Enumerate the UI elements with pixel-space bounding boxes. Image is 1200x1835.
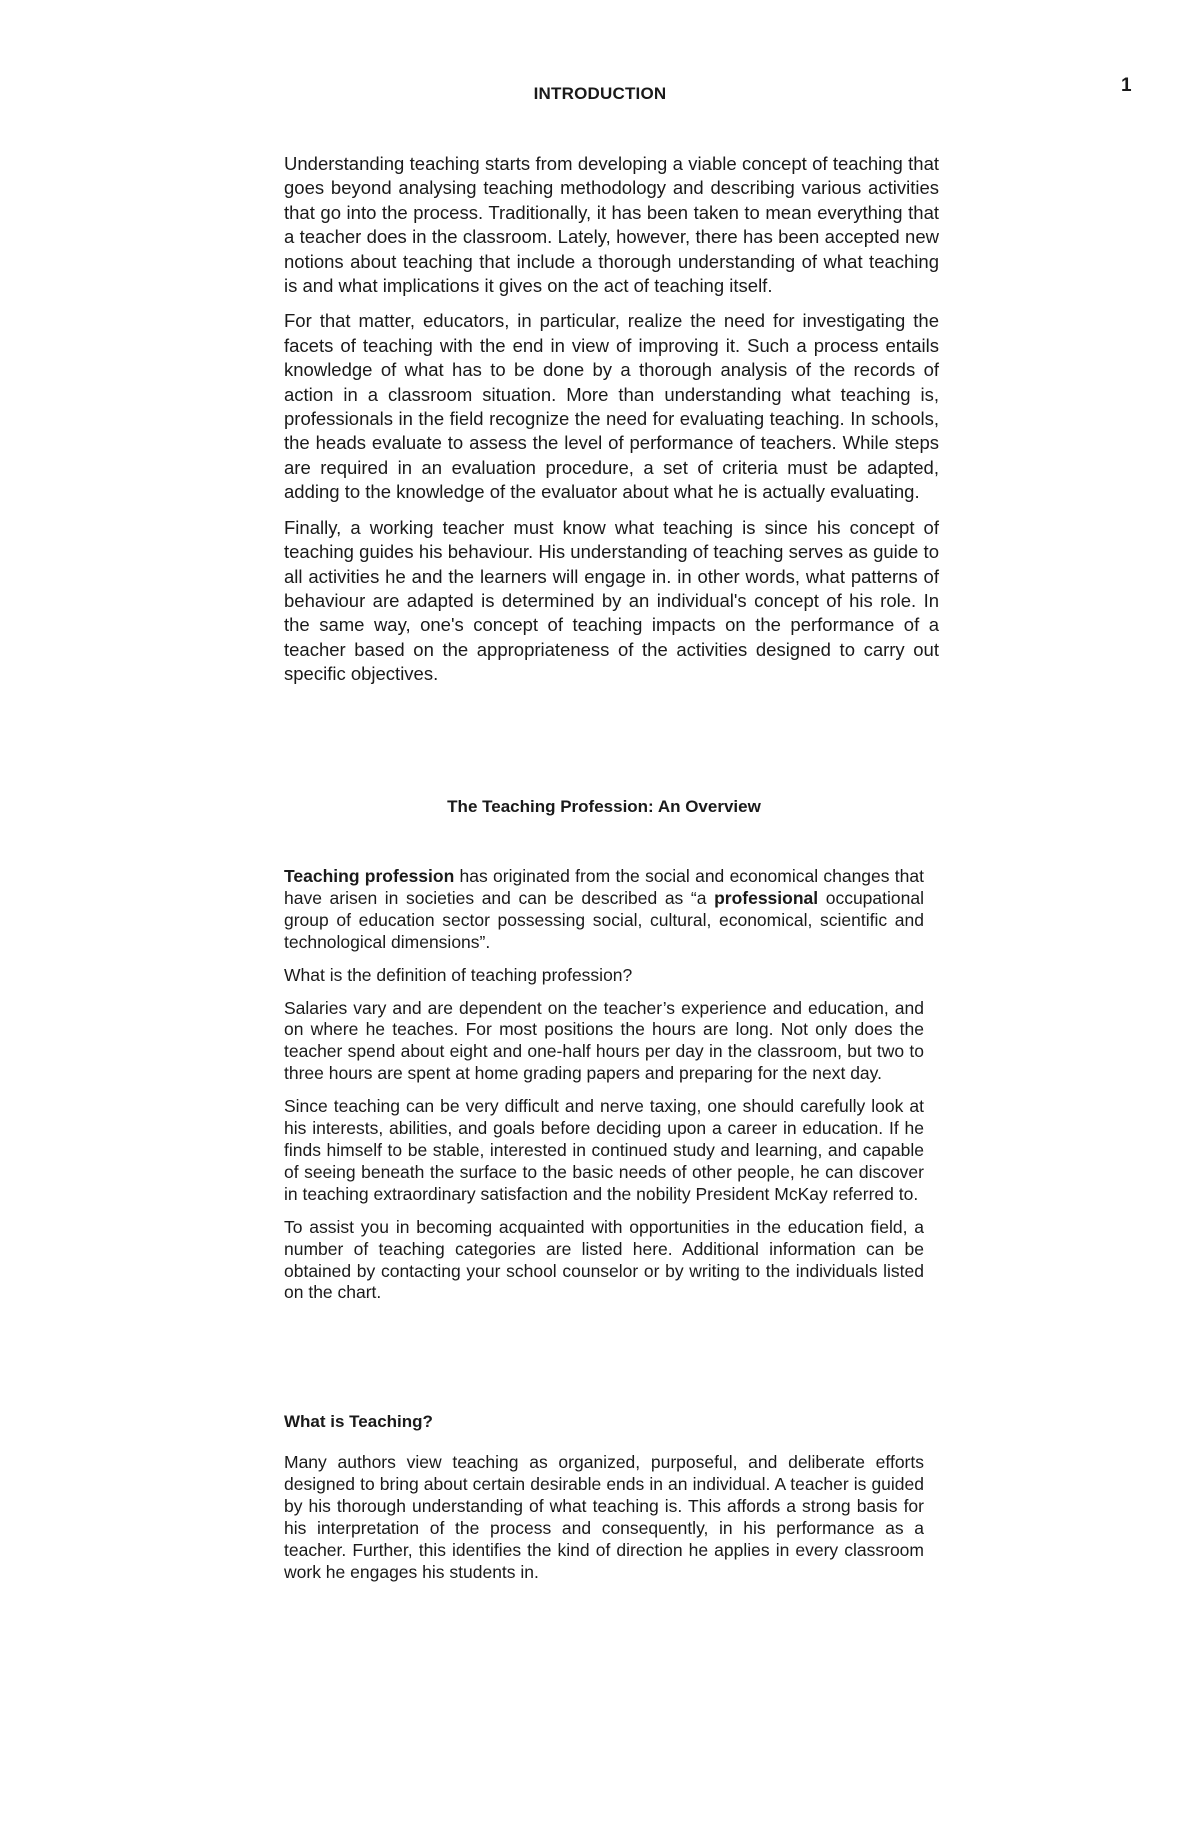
opportunities-paragraph: To assist you in becoming acquainted with opportunities in the education field, a number of teaching categories are listed here. Additional information can be obtained by contacting your school counselor or by writing to the individuals listed on the chart.: [284, 1216, 924, 1303]
definition-text-2: occupational group of education sector possessing social, cultural, economical, scientific and technological dimensions”.: [284, 887, 924, 952]
career-paragraph: Since teaching can be very difficult and nerve taxing, one should carefully look at his interests, abilities, and goals before deciding upon a career in education. If he finds himself to be stable, interested in continued study and learning, and capable of seeing beneath the surface to the basic needs of other people, he can discover in teaching extraordinary satisfaction and the nobility President McKay referred to.: [284, 1096, 924, 1204]
page-number: 1: [1121, 75, 1132, 96]
intro-paragraph-3: Finally, a working teacher must know what teaching is since his concept of teaching guides his behaviour. His understanding of teaching serves as guide to all activities he and the learners will engage in. in other words, what patterns of behaviour are adapted is determined by an individual's concept of his role. In the same way, one's concept of teaching impacts on the performance of a teacher based on the appropriateness of the activities designed to carry out specific objectives.: [284, 516, 939, 685]
introduction-heading: INTRODUCTION: [533, 84, 667, 103]
what-is-teaching-body: [284, 1452, 924, 1583]
definition-bold-word: professional: [714, 887, 819, 908]
intro-paragraph-2: For that matter, educators, in particular, realize the need for investigating the facets of teaching with the end in view of improving it. Such a process entails knowledge of what has to be done by a thorough analysis of the records of action in a classroom situation. More than understanding what teaching is, professionals in the field recognize the need for evaluating teaching. In schools, the heads evaluate to assess the level of performance of teachers. While steps are required in an evaluation procedure, a set of criteria must be adapted, adding to the knowledge of the evaluator about what he is actually evaluating.: [284, 310, 939, 503]
definition-paragraph: [284, 866, 924, 954]
definition-question: What is the definition of teaching profession?: [284, 964, 633, 985]
definition-text-1: has originated from the social and economical changes that have arisen in societies and can be described as “a: [284, 866, 924, 908]
what-is-teaching-heading: What is Teaching?: [284, 1412, 433, 1431]
teaching-profession-heading: The Teaching Profession: An Overview: [447, 797, 761, 816]
definition-term: Teaching profession: [284, 866, 455, 886]
introduction-body: [284, 152, 939, 687]
teaching-profession-body: [284, 866, 924, 1304]
intro-paragraph-1: Understanding teaching starts from developing a viable concept of teaching that goes beyond analysing teaching methodology and describing various activities that go into the process. Traditionally, it has been taken to mean everything that a teacher does in the classroom. Lately, however, there has been accepted new notions about teaching that include a thorough understanding of what teaching is and what implications it gives on the act of teaching itself.: [284, 153, 939, 297]
what-is-teaching-paragraph: Many authors view teaching as organized, purposeful, and deliberate efforts designed to bring about certain desirable ends in an individual. A teacher is guided by his thorough understanding of what teaching is. This affords a strong basis for his interpretation of the process and consequently, in his performance as a teacher. Further, this identifies the kind of direction he applies in every classroom work he engages his students in.: [284, 1452, 924, 1582]
salaries-paragraph: Salaries vary and are dependent on the teacher’s experience and education, and on where he teaches. For most positions the hours are long. Not only does the teacher spend about eight and one-half hours per day in the classroom, but two to three hours are spent at home grading papers and preparing for the next day.: [284, 997, 924, 1084]
